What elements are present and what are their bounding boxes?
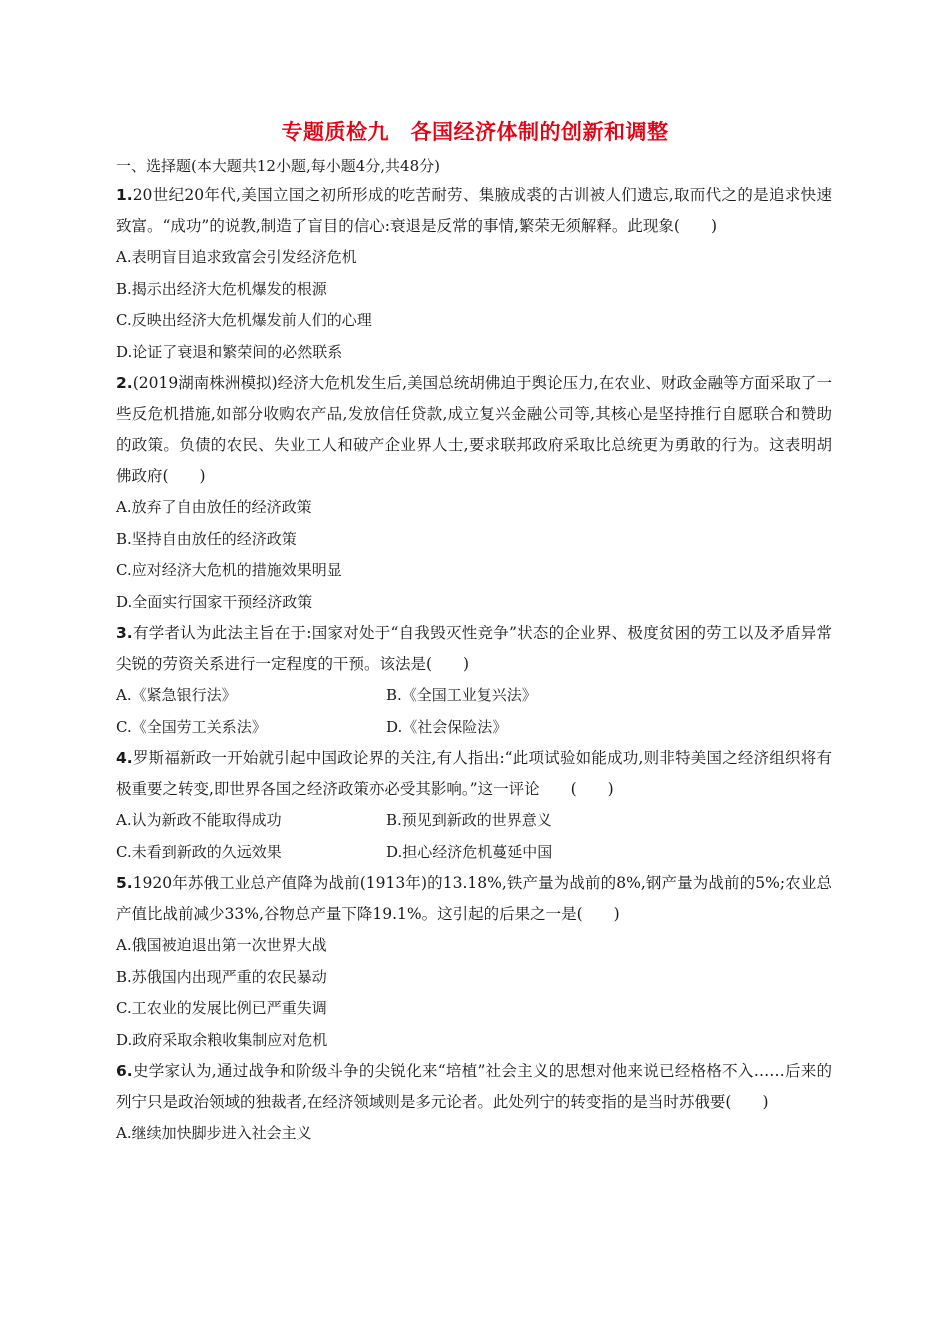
question-list	[116, 180, 832, 1150]
option-c: C.应对经济大危机的措施效果明显	[116, 561, 342, 579]
question-text: 罗斯福新政一开始就引起中国政论界的关注,有人指出:“此项试验如能成功,则非特美国之经济组织将有极重要之转变,即世界各国之经济政策亦必受其影响。”这一评论 ( )	[116, 749, 832, 798]
section-heading: 一、选择题(本大题共12小题,每小题4分,共48分)	[116, 157, 440, 175]
option-a: A.表明盲目追求致富会引发经济危机	[116, 248, 357, 266]
document-title: 专题质检九 各国经济体制的创新和调整	[281, 120, 669, 144]
option-b: B.苏俄国内出现严重的农民暴动	[116, 967, 327, 986]
question-5	[116, 868, 832, 1056]
option-b: B.预见到新政的世界意义	[386, 811, 552, 829]
question-number: 3.	[116, 624, 133, 642]
option-a: A.认为新政不能取得成功	[116, 811, 282, 829]
question-text: (2019湖南株洲模拟)经济大危机发生后,美国总统胡佛迫于舆论压力,在农业、财政金融等方面采取了一些反危机措施,如部分收购农产品,发放信任贷款,成立复兴金融公司等,其核心是坚持推行自愿联合和赞助的政策。负债的农民、失业工人和破产企业界人士,要求联邦政府采取比总统更为勇敢的行为。这表明胡佛政府( )	[116, 374, 832, 485]
option-a: A.放弃了自由放任的经济政策	[116, 498, 312, 516]
option-d: D.全面实行国家干预经济政策	[116, 592, 313, 611]
question-stem	[116, 368, 832, 492]
option-row	[116, 712, 832, 744]
option-row	[116, 805, 832, 837]
question-text: 20世纪20年代,美国立国之初所形成的吃苦耐劳、集腋成裘的古训被人们遗忘,取而代之的是追求快速致富。“成功”的说教,制造了盲目的信心:衰退是反常的事情,繁荣无须解释。此现象( )	[116, 186, 832, 235]
question-4	[116, 743, 832, 868]
option-b: B.揭示出经济大危机爆发的根源	[116, 279, 327, 298]
question-stem	[116, 618, 832, 680]
option-d: D.担心经济危机蔓延中国	[386, 842, 553, 861]
question-number: 2.	[116, 374, 133, 392]
option-c: C.《全国劳工关系法》	[116, 717, 267, 736]
option-d: D.政府采取余粮收集制应对危机	[116, 1030, 328, 1049]
question-2	[116, 368, 832, 618]
question-text: 有学者认为此法主旨在于:国家对处于“自我毁灭性竞争”状态的企业界、极度贫困的劳工以及矛盾异常尖锐的劳资关系进行一定程度的干预。该法是( )	[116, 624, 832, 673]
option-a: A.《紧急银行法》	[116, 686, 237, 704]
question-stem	[116, 743, 832, 805]
option-b: B.坚持自由放任的经济政策	[116, 529, 297, 548]
option-c: C.反映出经济大危机爆发前人们的心理	[116, 311, 372, 329]
option-row	[116, 837, 832, 869]
question-1	[116, 180, 832, 368]
question-stem	[116, 1056, 832, 1118]
option-c: C.未看到新政的久远效果	[116, 842, 282, 861]
question-number: 6.	[116, 1062, 133, 1080]
question-text: 史学家认为,通过战争和阶级斗争的尖锐化来“培植”社会主义的思想对他来说已经格格不入……后来的列宁只是政治领域的独裁者,在经济领域则是多元论者。此处列宁的转变指的是当时苏俄要( )	[116, 1062, 832, 1111]
question-text: 1920年苏俄工业总产值降为战前(1913年)的13.18%,铁产量为战前的8%,钢产量为战前的5%;农业总产值比战前减少33%,谷物总产量下降19.1%。这引起的后果之一是( )	[116, 874, 832, 923]
option-d: D.《社会保险法》	[386, 717, 508, 736]
option-a: A.俄国被迫退出第一次世界大战	[116, 936, 327, 954]
question-number: 1.	[116, 186, 133, 204]
option-d: D.论证了衰退和繁荣间的必然联系	[116, 342, 343, 361]
question-6	[116, 1056, 832, 1150]
question-number: 5.	[116, 874, 133, 892]
option-a: A.继续加快脚步进入社会主义	[116, 1124, 312, 1142]
question-3	[116, 618, 832, 743]
question-number: 4.	[116, 749, 133, 767]
option-b: B.《全国工业复兴法》	[386, 686, 537, 704]
option-row	[116, 680, 832, 712]
question-stem	[116, 868, 832, 930]
question-stem	[116, 180, 832, 242]
option-c: C.工农业的发展比例已严重失调	[116, 999, 327, 1017]
